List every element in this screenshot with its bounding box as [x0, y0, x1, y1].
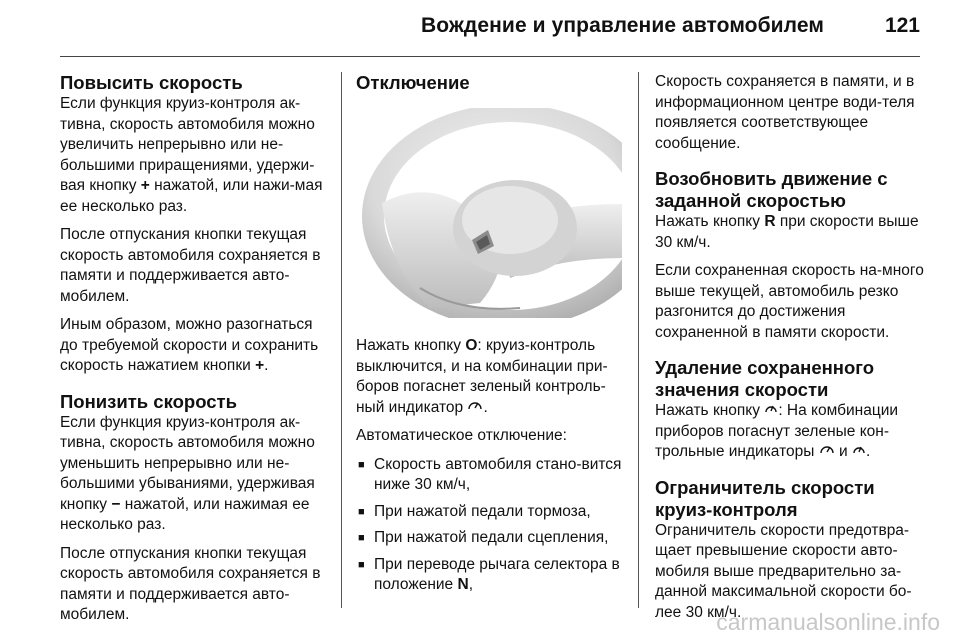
paragraph: [60, 413, 328, 536]
list-item: ■ При нажатой педали сцепления,: [356, 528, 626, 549]
column-divider: [341, 72, 342, 608]
section-heading: Понизить скорость: [60, 390, 237, 412]
text: при скорости выше 30 км/ч.: [655, 213, 919, 251]
text: и: [834, 443, 852, 460]
plus-icon: +: [140, 177, 150, 194]
speed-limiter-icon: [764, 401, 778, 415]
column-right: [655, 72, 927, 631]
section-heading: Ограничитель скорости круиз-контроля: [655, 476, 875, 520]
text: Нажать кнопку: [356, 337, 466, 354]
text: нажатой, или нажимая ее несколько раз.: [60, 495, 310, 533]
column-divider: [638, 72, 639, 608]
list-item: [356, 555, 626, 596]
minus-icon: −: [111, 495, 121, 513]
paragraph: Автоматическое отключение:: [356, 427, 567, 444]
text: : На комбинации приборов погаснут зеленые кон-трольные индикаторы: [655, 402, 899, 460]
text: .: [483, 398, 488, 416]
resume-button-label: R: [764, 213, 776, 230]
text: Нажать кнопку: [655, 402, 765, 419]
text: Нажать кнопку: [655, 213, 765, 230]
list-item: ■ При нажатой педали тормоза,: [356, 502, 626, 523]
text: .: [264, 357, 269, 374]
paragraph: Скорость сохраняется в памяти, и в информационном центре води-теля появляется соответствующее сообщение.: [655, 73, 915, 152]
paragraph: [655, 401, 927, 463]
page-number: 121: [884, 14, 920, 37]
column-left: [60, 72, 328, 634]
steering-wheel-illustration: [360, 108, 622, 318]
paragraph: Ограничитель скорости предотвра-щает превышение скорости авто-мобиля выше предварительно за-данной максимальной скорости бо-лее 30 км/ч.: [655, 521, 912, 621]
bullet-list: [356, 455, 626, 596]
paragraph: Если сохраненная скорость на-много выше текущей, автомобиль резко разгонится до достижения сохраненной в памяти скорости.: [655, 262, 924, 341]
off-button-icon: O: [465, 337, 478, 354]
paragraph: [60, 94, 328, 217]
text: Иным образом, можно разогнаться до требуемой скорости и сохранить скорость нажатием кнопки: [60, 316, 319, 374]
section-heading: Отключение: [356, 72, 470, 93]
watermark: carmanualsonline.info: [716, 609, 940, 635]
section-heading: Возобновить движение с заданной скоростью: [655, 168, 888, 211]
text: .: [865, 443, 871, 460]
text: При переводе рычага селектора в положение: [374, 555, 620, 593]
text: Если функция круиз-контроля ак-тивна, скорость автомобиля можно увеличить непрерывно или не-большими приращениями, удержи-вая кнопку: [60, 95, 315, 194]
chapter-title: Вождение и управление автомобилем: [421, 14, 824, 37]
page-header: [60, 0, 920, 57]
plus-icon: +: [255, 357, 265, 374]
text: ,: [468, 576, 473, 593]
speed-limiter-icon: [852, 442, 866, 456]
text: : круиз-контроль выключится, и на комбинации при-боров погаснет зеленый контроль-ный индикатор: [356, 337, 608, 416]
paragraph: После отпускания кнопки текущая скорость автомобиля сохраняется в памяти и поддерживается авто-мобилем.: [60, 544, 321, 623]
paragraph: [655, 212, 927, 253]
section-heading: Удаление сохраненного значения скорости: [655, 357, 875, 400]
section-heading: Повысить скорость: [60, 72, 243, 93]
cruise-control-icon: [819, 442, 835, 456]
paragraph: [60, 315, 328, 377]
list-item: ■ Скорость автомобиля стано-вится ниже 30 км/ч,: [356, 455, 626, 496]
paragraph: После отпускания кнопки текущая скорость автомобиля сохраняется в памяти и поддерживается авто-мобилем.: [60, 226, 321, 305]
text: Если функция круиз-контроля ак-тивна, скорость автомобиля можно уменьшить непрерывно или не-большими убываниями, удерживая кнопку: [60, 413, 315, 513]
column-middle: [356, 72, 626, 602]
paragraph: [356, 336, 626, 418]
gear-n-label: N: [457, 576, 469, 593]
cruise-control-icon: [467, 398, 483, 412]
text: нажатой, или нажи-мая ее несколько раз.: [60, 177, 323, 215]
